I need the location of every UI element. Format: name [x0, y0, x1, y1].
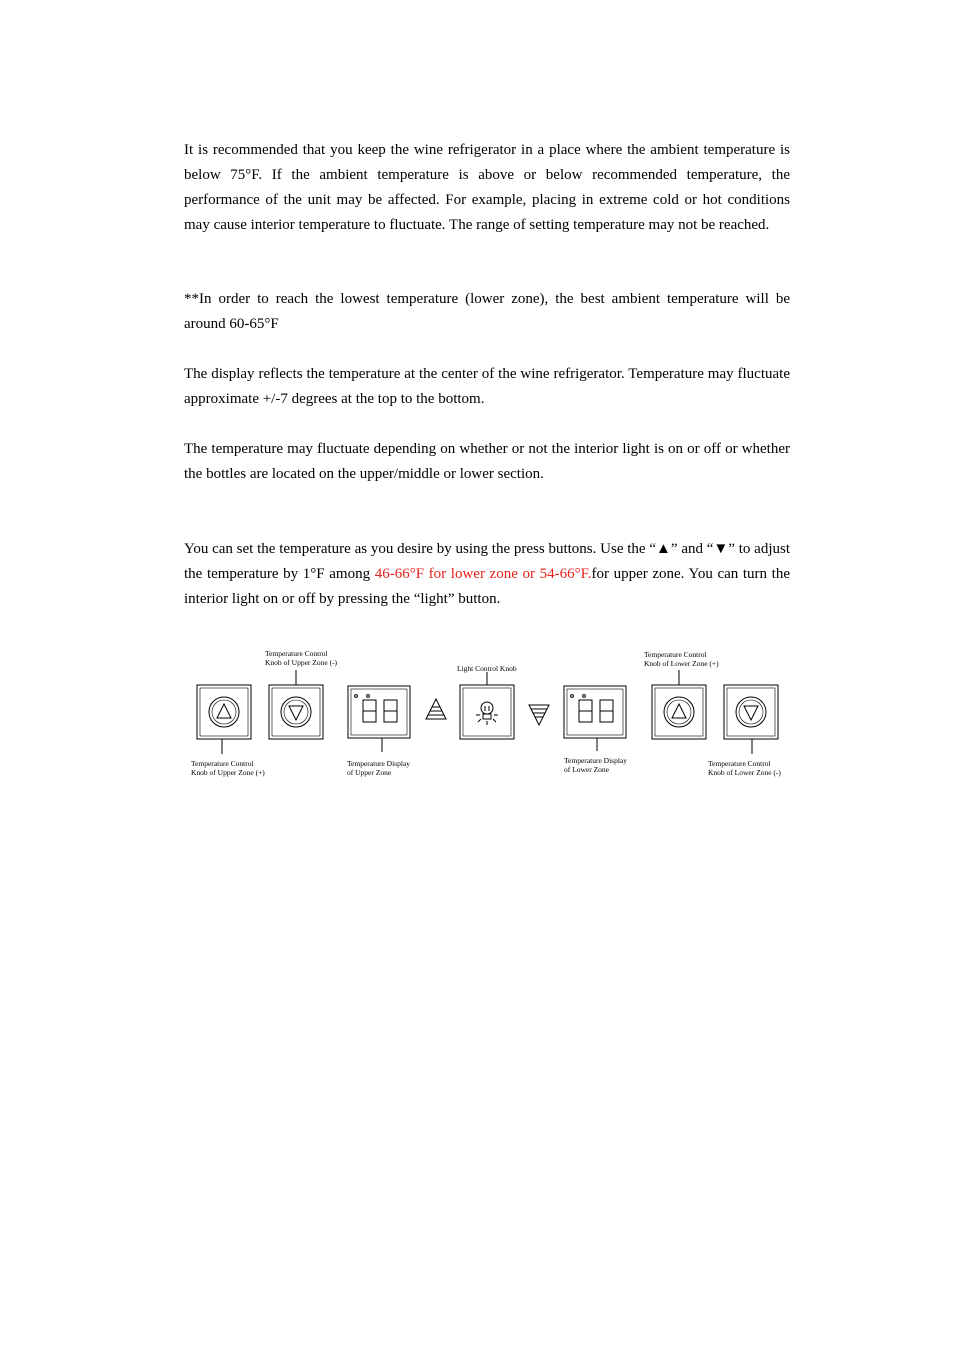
label-line: Knob of Lower Zone (-) [708, 768, 781, 777]
paragraph-ambient-temperature: It is recommended that you keep the wine refrigerator in a place where the ambient temperature is below 75°F. If the ambient temperature is above or below recommended temperature, the performance of the unit may be affected. For example, placing in extreme cold or hot conditions may cause interior temperature to fluctuate. The range of setting temperature may not be reached. [184, 142, 790, 233]
set-temperature-text-end: for upper zone. You can turn the interior light on or off by pressing the “light” button. [184, 566, 790, 607]
lower-zone-minus-button-icon [724, 685, 778, 754]
label-line: Knob of Upper Zone (+) [191, 768, 265, 777]
upper-zone-display-icon [348, 686, 410, 752]
label-line: Temperature Control [265, 649, 328, 658]
upper-zone-plus-button-icon [197, 685, 251, 754]
label-upper-zone-plus [191, 759, 265, 777]
control-panel-diagram [184, 640, 804, 790]
label-line: Temperature Control [708, 759, 771, 768]
paragraph-lowest-temperature: **In order to reach the lowest temperature (lower zone), the best ambient temperature will be around 60-65°F [184, 291, 790, 332]
label-line: Temperature Display [564, 756, 627, 765]
label-upper-zone-minus [265, 649, 337, 667]
label-line: Temperature Display [347, 759, 410, 768]
paragraph-fluctuation: The temperature may fluctuate depending on whether or not the interior light is on or off or whether the bottles are located on the upper/middle or lower section. [184, 441, 790, 482]
label-line: Temperature Control [191, 759, 254, 768]
set-temperature-text: You can set the temperature as you desire by using the press buttons. Use the “▲” and “▼” to adjust the temperature by 1°F among [184, 541, 790, 582]
upper-zone-minus-button-icon [269, 670, 323, 739]
paragraph-set-temperature [184, 537, 790, 612]
label-line: of Upper Zone [347, 768, 392, 777]
label-lower-zone-plus [644, 650, 719, 668]
temperature-down-symbol-icon [529, 705, 549, 725]
label-line: Temperature Control [644, 650, 707, 659]
temperature-range-highlight: 46-66°F for lower zone or 54-66°F. [374, 566, 592, 582]
lower-zone-display-icon [564, 686, 626, 751]
label-lower-zone-display [564, 756, 627, 774]
label-line: Knob of Lower Zone (+) [644, 659, 719, 668]
paragraph-display-reflects: The display reflects the temperature at the center of the wine refrigerator. Temperature may fluctuate approximate +/-7 degrees at the top to the bottom. [184, 366, 790, 407]
temperature-up-symbol-icon [426, 699, 446, 719]
label-line: of Lower Zone [564, 765, 609, 774]
label-line: Light Control Knob [457, 664, 517, 673]
label-light-control-knob [457, 664, 517, 673]
label-upper-zone-display [347, 759, 410, 777]
label-lower-zone-minus [708, 759, 781, 777]
lower-zone-plus-button-icon [652, 670, 706, 739]
light-control-knob-icon [460, 672, 514, 739]
label-line: Knob of Upper Zone (-) [265, 658, 338, 667]
